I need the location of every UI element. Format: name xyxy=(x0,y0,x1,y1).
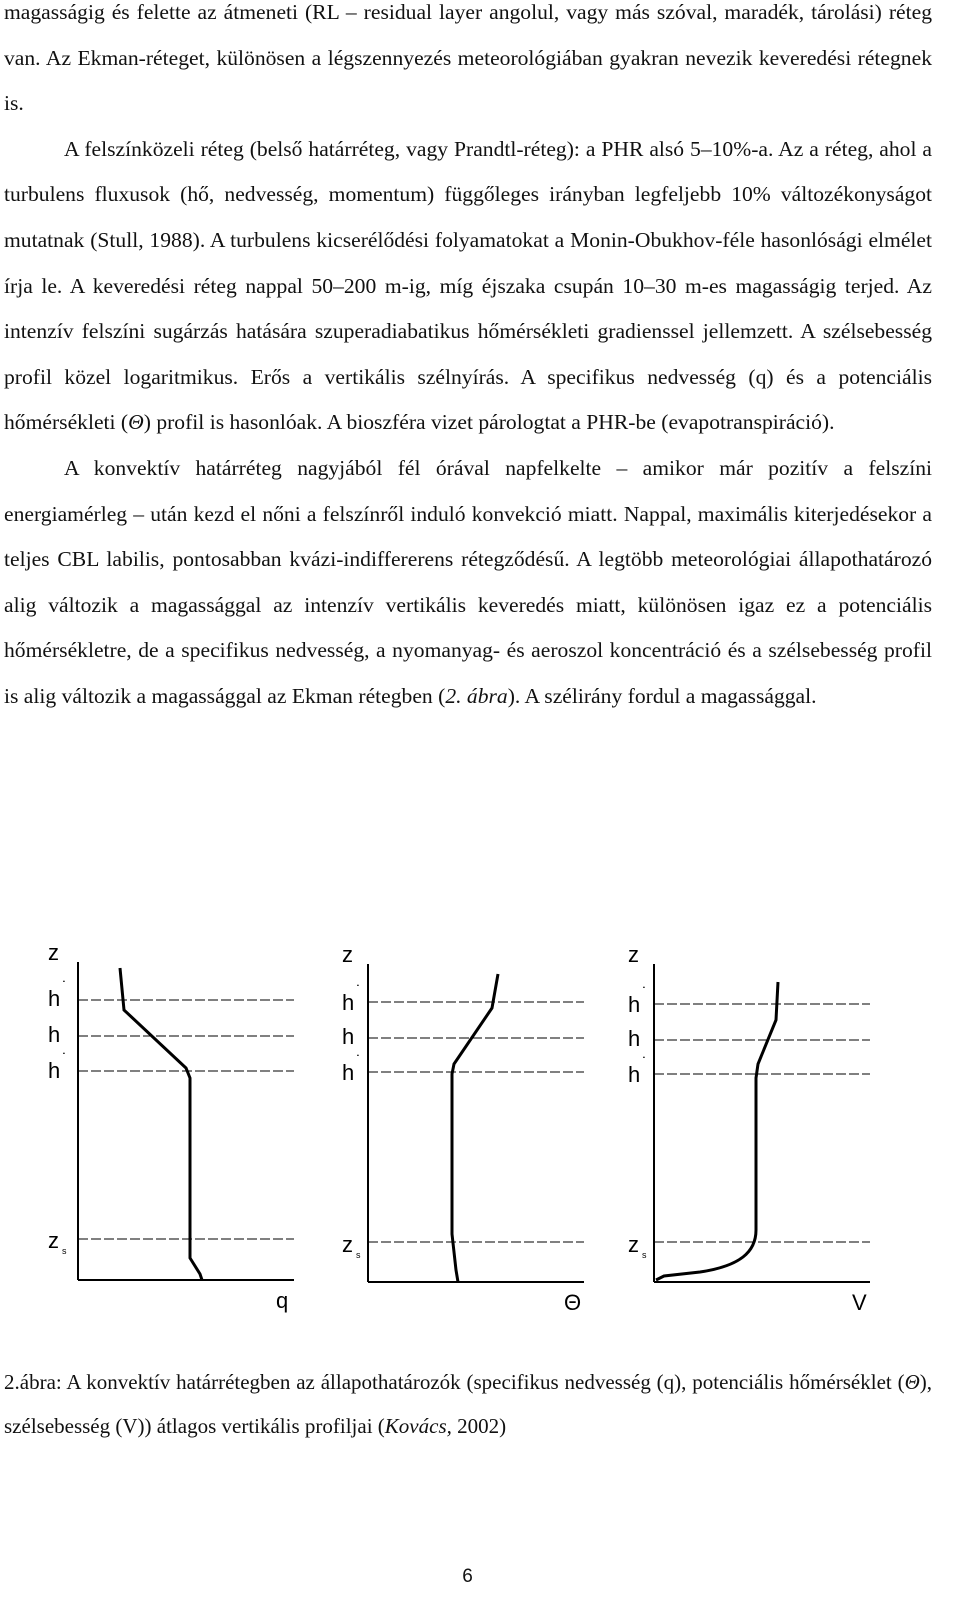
profile-curve-v xyxy=(656,982,778,1280)
svg-text:z: z xyxy=(342,1232,353,1257)
svg-text:z: z xyxy=(628,942,639,967)
panel-v xyxy=(628,942,870,1315)
svg-text:z: z xyxy=(628,1232,639,1257)
svg-text:s: s xyxy=(642,1250,647,1260)
panel-q xyxy=(48,940,294,1313)
svg-text:h: h xyxy=(628,992,641,1017)
main-text xyxy=(4,0,932,720)
axis-label-q: q xyxy=(276,1288,289,1313)
figure-caption: 2.ábra: A konvektív határrétegben az állapothatározók (specifikus nedvesség (q), potenciális hőmérséklet (Θ), szélsebesség (V)) átlagos vertikális profiljai (Kovács, 2002) xyxy=(4,1370,932,1438)
level-label-surface: z xyxy=(48,1228,59,1253)
profile-curve-q xyxy=(120,968,202,1280)
svg-text:h: h xyxy=(342,1024,355,1049)
axis-label-v: V xyxy=(852,1290,867,1315)
svg-text:h: h xyxy=(628,1026,641,1051)
level-label-low: h xyxy=(48,1058,61,1083)
panel-theta xyxy=(342,942,584,1315)
svg-text:˙: ˙ xyxy=(356,983,362,1000)
level-label-mid: h xyxy=(48,1022,61,1047)
svg-text:˙: ˙ xyxy=(642,985,648,1002)
axis-label-z: z xyxy=(48,940,59,965)
page-number: 6 xyxy=(462,1566,473,1587)
svg-text:s: s xyxy=(356,1250,361,1260)
svg-text:˙: ˙ xyxy=(642,1055,648,1072)
svg-text:˙: ˙ xyxy=(356,1053,362,1070)
svg-text:h: h xyxy=(628,1062,641,1087)
level-label-top: h xyxy=(48,986,61,1011)
svg-text:z: z xyxy=(342,942,353,967)
profile-figure xyxy=(0,930,960,1325)
svg-text:˙: ˙ xyxy=(62,1051,68,1068)
paragraph-2: A felszínközeli réteg (belső határréteg, vagy Prandtl-réteg): a PHR alsó 5–10%-a. Az a réteg, ahol a turbulens fluxusok (hő, nedvesség, momentum) függőleges irányban legfeljebb 10% változékonyságot mutatnak (Stull, 1988). A turbulens kicserélődési folyamatokat a Monin-Obukhov-féle hasonlósági elmélet írja le. A keveredési réteg nappal 50–200 m-ig, míg éjszaka csupán 10–30 m-es magasságig terjed. Az intenzív felszíni sugárzás hatására szuperadiabatikus hőmérsékleti gradienssel jellemzett. A szélsebesség profil közel logaritmikus. Erős a vertikális szélnyírás. A specifikus nedvesség (q) és a potenciális hőmérsékleti (Θ) profil is hasonlóak. A bioszféra vizet párologtat a PHR-be (evapotranspiráció). xyxy=(4,136,932,435)
axis-label-theta: Θ xyxy=(564,1290,582,1315)
paragraph-3: A konvektív határréteg nagyjából fél órával napfelkelte – amikor már pozitív a felszíni energiamérleg – után kezd el nőni a felszínről induló konvekció miatt. Nappal, maximális kiterjedésekor a teljes CBL labilis, pontosabban kvázi-indiffererens rétegződésű. A legtöbb meteorológiai állapothatározó alig változik a magassággal az intenzív vertikális keveredés miatt, különösen igaz ez a potenciális hőmérsékletre, de a specifikus nedvesség, a nyomanyag- és aeroszol koncentráció és a szélsebesség profil is alig változik a magassággal az Ekman rétegben (2. ábra). A szélirány fordul a magassággal. xyxy=(4,455,932,708)
svg-text:s: s xyxy=(62,1246,67,1256)
svg-text:h: h xyxy=(342,990,355,1015)
paragraph-1: magasságig és felette az átmeneti (RL – residual layer angolul, vagy más szóval, maradék, tárolási) réteg van. Az Ekman-réteget, különösen a légszennyezés meteorológiában gyakran nevezik keveredési rétegnek is. xyxy=(4,0,932,116)
svg-text:˙: ˙ xyxy=(62,979,68,996)
figure-reference: 2. ábra xyxy=(445,683,508,708)
profile-curve-theta xyxy=(452,974,498,1282)
svg-text:h: h xyxy=(342,1060,355,1085)
